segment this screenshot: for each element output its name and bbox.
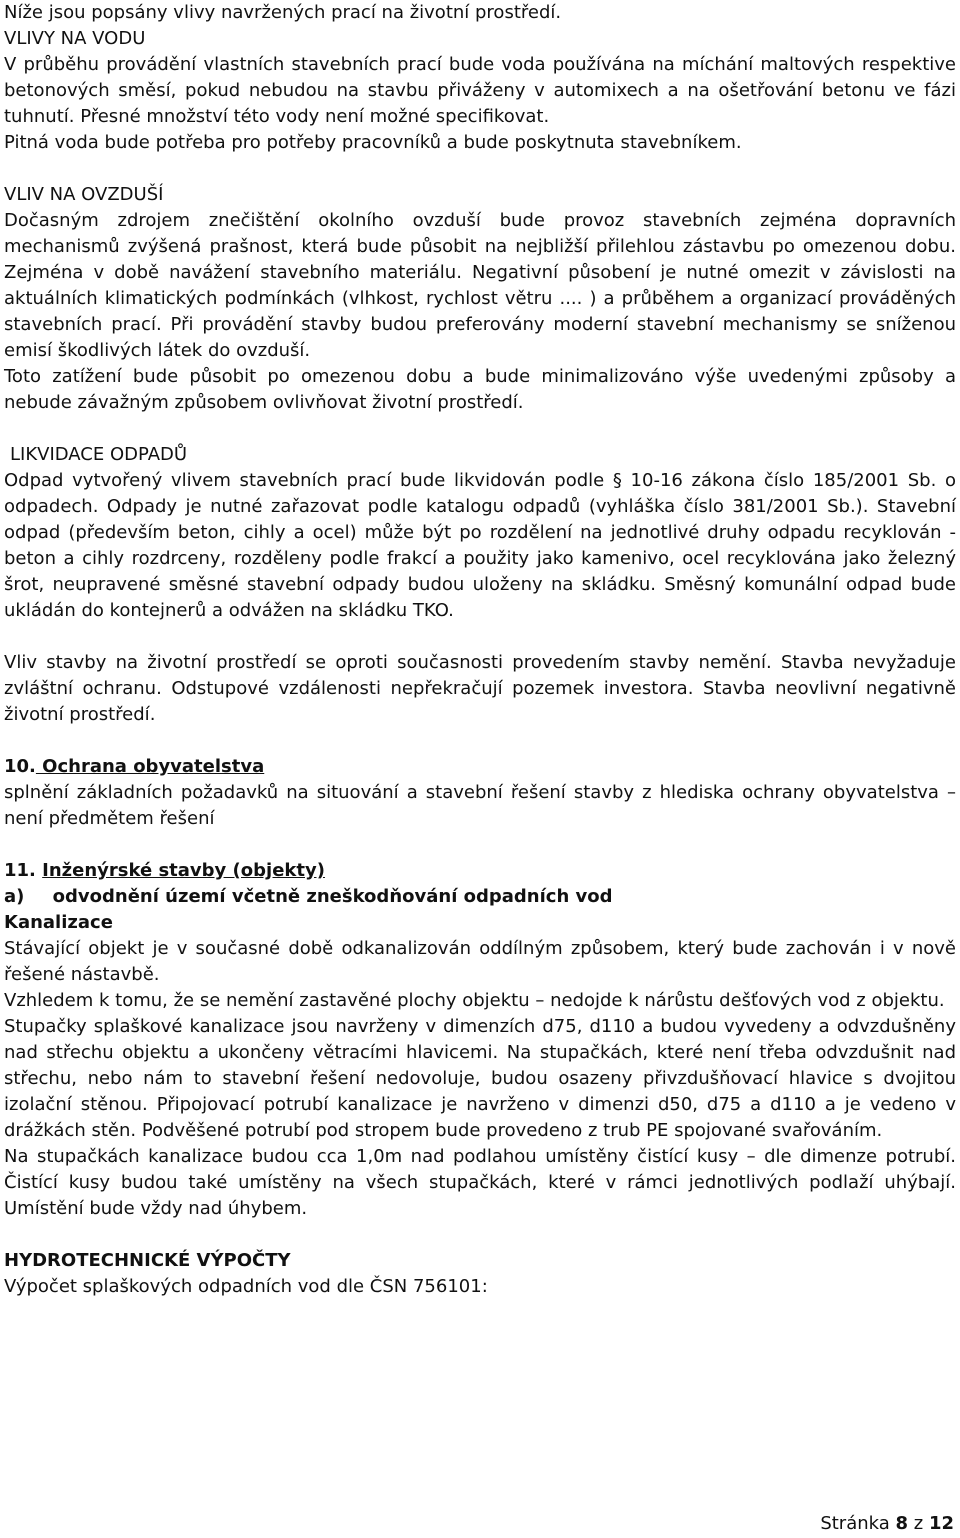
waste-heading: LIKVIDACE ODPADŮ (10, 444, 188, 465)
water-paragraph-2: Pitná voda bude potřeba pro potřeby pracovníků a bude poskytnuta stavebníkem. (4, 132, 742, 153)
section-11a-heading (4, 884, 956, 910)
section-11-heading (4, 858, 956, 884)
section-10-title: Ochrana obyvatelstva (35, 756, 265, 777)
footer-current-page: 8 (895, 1513, 909, 1534)
hydro-heading: HYDROTECHNICKÉ VÝPOČTY (4, 1250, 291, 1271)
footer-middle: z (908, 1513, 929, 1534)
hydro-paragraph: Výpočet splaškových odpadních vod dle ČSN 756101: (4, 1276, 488, 1297)
sewerage-paragraph-3: Stupačky splaškové kanalizace jsou navrženy v dimenzích d75, d110 a budou vyvedeny a odvzdušněny nad střechu objektu a ukončeny větracími hlavicemi. Na stupačkách, které není třeba odvzdušnit nad střechu, nebo nám to stavební řešení nedovoluje, budou osazeny přivzdušňovací hlavice s dvojitou izolační stěnou. Připojovací potrubí kanalizace je navrženo v dimenzi d50, d75 a d110 a je vedeno v drážkách stěn. Podvěšené potrubí pod stropem bude provedeno z trub PE spojované svařováním. (4, 1016, 956, 1141)
water-heading: VLIVY NA VODU (4, 28, 146, 49)
water-paragraph-1: V průběhu provádění vlastních stavebních prací bude voda používána na míchání maltových respektive betonových směsí, pokud nebudou na stavbu přiváženy v automixech a na ošetřování betonu ve fázi tuhnutí. Přesné množství této vody není možné specifikovat. (4, 54, 956, 127)
section-11a-title: odvodnění území včetně zneškodňování odpadních vod (52, 886, 613, 907)
waste-paragraph-1: Odpad vytvořený vlivem stavebních prací bude likvidován podle § 10-16 zákona číslo 185/2001 Sb. o odpadech. Odpady je nutné zařazovat podle katalogu odpadů (vyhláška číslo 381/2001 Sb.). Stavební odpad (především beton, cihly a ocel) může být po rozdělení na jednotlivé druhy odpadu recyklován - beton a cihly rozdrceny, rozděleny podle frakcí a použity jako kamenivo, ocel recyklována jako železný šrot, neupravené směsné stavební odpady budou uloženy na skládku. Směsný komunální odpad bude ukládán do kontejnerů a odvážen na skládku TKO. (4, 470, 956, 621)
sewerage-paragraph-4: Na stupačkách kanalizace budou cca 1,0m nad podlahou umístěny čistící kusy – dle dimenze potrubí. Čistící kusy budou také umístěny na všech stupačkách, které v rámci jednotlivých podlaží uhýbají. Umístění bude vždy nad úhybem. (4, 1146, 956, 1219)
air-heading: VLIV NA OVZDUŠÍ (4, 184, 164, 205)
sewerage-paragraph-1: Stávající objekt je v současné době odkanalizován oddílným způsobem, který bude zachován i v nově řešené nástavbě. (4, 938, 956, 985)
document-page (4, 0, 956, 1300)
footer-prefix: Stránka (820, 1513, 896, 1534)
air-paragraph-1: Dočasným zdrojem znečištění okolního ovzduší bude provoz stavebních zejména dopravních mechanismů zvýšená prašnost, která bude působit na nejbližší přilehlou zástavbu po omezenou dobu. Zejména v době navážení stavebního materiálu. Negativní působení je nutné omezit v závislosti na aktuálních klimatických podmínkách (vlhkost, rychlost větru .... ) a průběhem a organizací prováděných stavebních prací. Při provádění stavby budou preferovány moderní stavební mechanismy se sníženou emisí škodlivých látek do ovzduší. (4, 210, 956, 361)
section-11-title: Inženýrské stavby (objekty) (42, 860, 325, 881)
air-paragraph-2: Toto zatížení bude působit po omezenou dobu a bude minimalizováno výše uvedenými způsoby a nebude závažným způsobem ovlivňovat životní prostředí. (4, 366, 956, 413)
section-11a-letter: a) (4, 886, 25, 907)
impact-paragraph: Vliv stavby na životní prostředí se oproti současnosti provedením stavby nemění. Stavba nevyžaduje zvláštní ochranu. Odstupové vzdálenosti nepřekračují pozemek investora. Stavba neovlivní negativně životní prostředí. (4, 652, 956, 725)
footer-total-pages: 12 (928, 1513, 954, 1534)
intro-text: Níže jsou popsány vlivy navržených prací na životní prostředí. (4, 2, 562, 23)
section-10-heading (4, 754, 956, 780)
section-11-number: 11. (4, 860, 36, 881)
sewerage-paragraph-2: Vzhledem k tomu, že se nemění zastavěné plochy objektu – nedojde k nárůstu dešťových vod z objektu. (4, 990, 945, 1011)
sewerage-heading: Kanalizace (4, 912, 113, 933)
section-10-number: 10. (4, 756, 36, 777)
page-footer (820, 1512, 954, 1536)
section-10-paragraph: splnění základních požadavků na situování a stavební řešení stavby z hlediska ochrany obyvatelstva – není předmětem řešení (4, 782, 956, 829)
